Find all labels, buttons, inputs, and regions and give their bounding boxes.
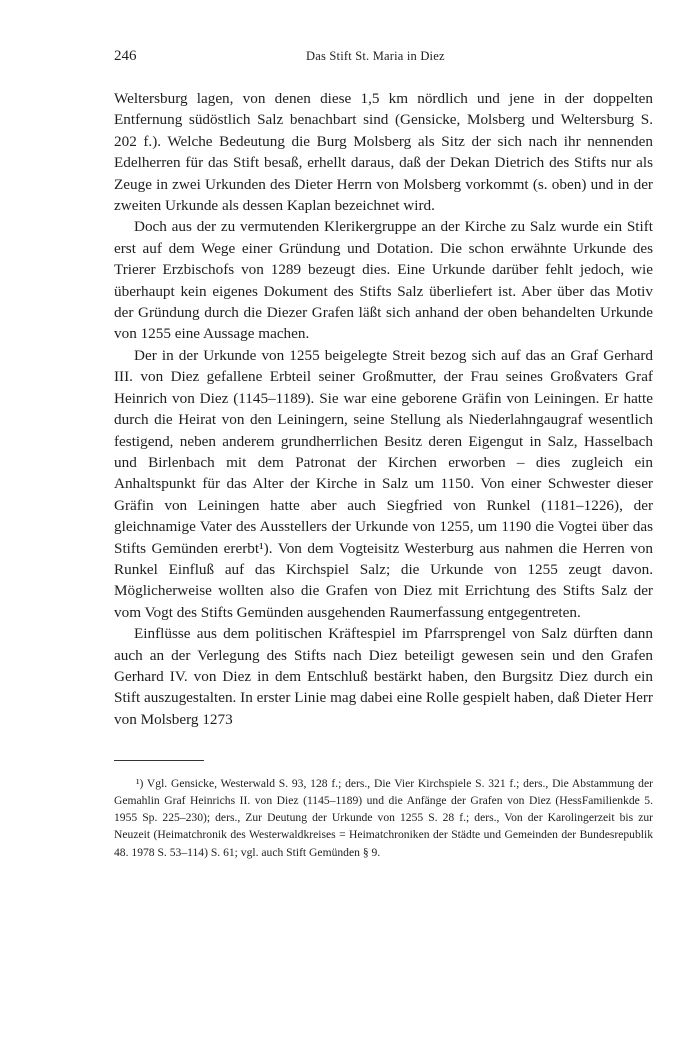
book-page <box>114 48 653 861</box>
paragraph-2: Doch aus der zu vermutenden Klerikergruppe an der Kirche zu Salz wurde ein Stift erst auf dem Wege einer Gründung und Dotation. Die schon erwähnte Urkunde des Trierer Erzbischofs von 1289 bezeugt dies. Eine Urkunde darüber fehlt jedoch, wie überhaupt kein eigenes Dokument des Stifts Salz überliefert ist. Aber über das Motiv der Gründung durch die Diezer Grafen läßt sich anhand der oben behandelten Urkunde von 1255 eine Aussage machen. <box>114 218 653 343</box>
running-head <box>114 48 653 70</box>
footnotes <box>114 775 653 860</box>
paragraph-1: Weltersburg lagen, von denen diese 1,5 km nördlich und jene in der doppelten Entfernung südöstlich Salz benachbart sind (Gensicke, Molsberg und Weltersburg S. 202 f.). Welche Bedeutung die Burg Molsberg als Sitz der sich nach ihr nennenden Edelherren für das Stift besaß, erhellt daraus, daß der Dekan Dietrich des Stifts nur als Zeuge in zwei Urkunden des Dieter Herrn von Molsberg vorkommt (s. oben) und in der zweiten Urkunde als dessen Kaplan bezeichnet wird. <box>114 90 653 215</box>
footnote-1: ¹) Vgl. Gensicke, Westerwald S. 93, 128 f.; ders., Die Vier Kirchspiele S. 321 f.; ders., Die Abstammung der Gemahlin Graf Heinrichs II. von Diez (1145–1189) und die Anfänge der Grafen von Diez (HessFamilienkde 5. 1955 Sp. 225–230); ders., Zur Deutung der Urkunde von 1255 S. 28 f.; ders., Von der Karolingerzeit bis zur Neuzeit (Heimatchronik des Westerwaldkreises = Heimatchroniken der Städte und Gemeinden der Bundesrepublik 48. 1978 S. 53–114) S. 61; vgl. auch Stift Gemünden § 9. <box>114 777 653 859</box>
body-text <box>114 88 653 730</box>
page-number: 246 <box>114 48 137 64</box>
paragraph-3: Der in der Urkunde von 1255 beigelegte Streit bezog sich auf das an Graf Gerhard III. von Diez gefallene Erbteil seiner Großmutter, der Frau seines Großvaters Graf Heinrich von Diez (1145–1189). Sie war eine geborene Gräfin von Leiningen. Er hatte durch die Heirat von den Leiningern, seine Stellung als Niederlahngaugraf wesentlich festigend, neben anderem grundherrlichen Besitz deren Eigengut in Salz, Hasselbach und Birlenbach mit dem Patronat der Kirchen erworben – dies zugleich ein Anhaltspunkt für das Alter der Kirche in Salz um 1150. Von einer Schwester dieser Gräfin von Leiningen hatte aber auch Siegfried von Runkel (1181–1226), der gleichnamige Vater des Ausstellers der Urkunde von 1255, um 1190 die Vogtei über das Stifts Gemünden ererbt¹). Von dem Vogteisitz Westerburg aus nahmen die Herren von Runkel Einfluß auf das Kirchspiel Salz; die Urkunde von 1255 zeugt davon. Möglicherweise wollten also die Grafen von Diez mit Errichtung des Stifts Salz der vom Vogt des Stifts Gemünden ausgehenden Raumerfassung entgegentreten. <box>114 346 653 621</box>
paragraph-4: Einflüsse aus dem politischen Kräftespiel im Pfarrsprengel von Salz dürften dann auch an der Verlegung des Stifts nach Diez beteiligt gewesen sein und den Grafen Gerhard IV. von Diez in dem Entschluß bestärkt haben, den Burgsitz Diez durch ein Stift auszugestalten. In erster Linie mag dabei eine Rolle gespielt haben, daß Dieter Herr von Molsberg 1273 <box>114 625 653 728</box>
running-title: Das Stift St. Maria in Diez <box>306 49 445 63</box>
footnote-divider <box>114 760 204 761</box>
